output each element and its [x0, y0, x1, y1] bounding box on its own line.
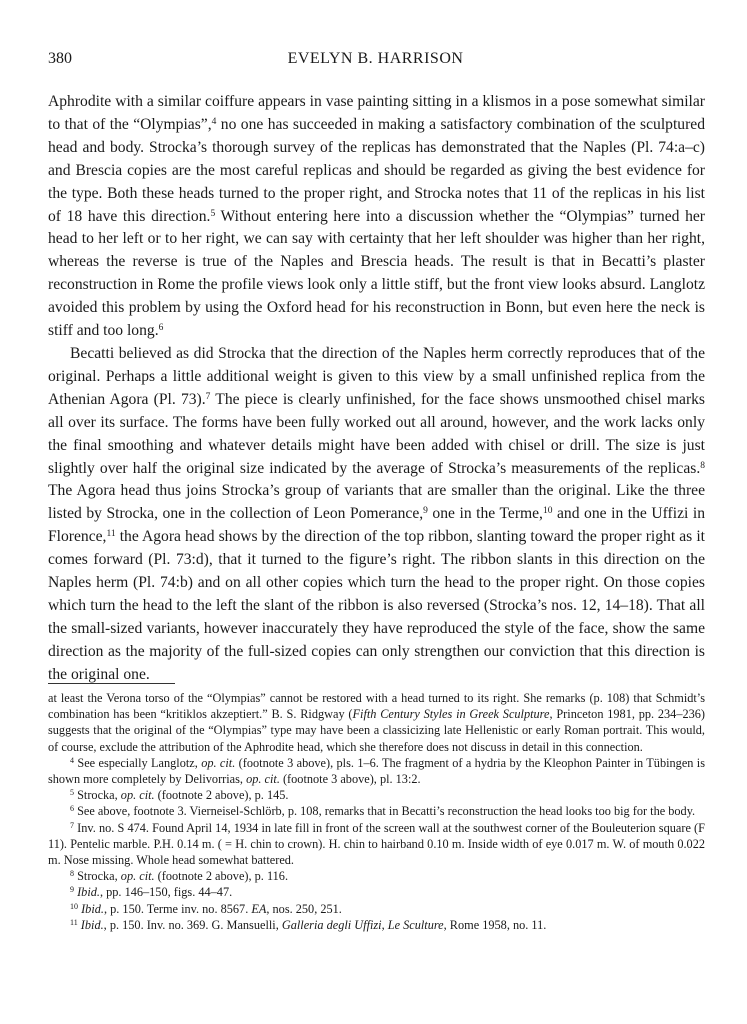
text-run: (footnote 3 above), pls. 1–6. The fragment of a hydria by the Kleophon Painter in Tübingen is shown more completely by Delivorrias,	[48, 755, 705, 787]
citation-abbrev: op. cit.	[246, 772, 280, 787]
page-header	[48, 50, 703, 72]
text-run: (footnote 3 above), pl. 13:2.	[279, 772, 421, 787]
footnote-ref-10[interactable]: 10	[542, 506, 553, 517]
footnote-number: 8	[70, 869, 74, 879]
text-run: , pp. 146–150, figs. 44–47.	[99, 885, 233, 900]
paragraph-2	[48, 343, 705, 687]
running-head: EVELYN B. HARRISON	[287, 50, 464, 67]
footnote-number: 5	[70, 788, 74, 798]
text-run: Becatti believed as did Strocka that the direction of the Naples herm correctly reproduces that of the original. Perhaps a little additional weight is given to this view by a small unfinished replica from the Athenian Agora (Pl. 73).	[48, 344, 705, 408]
footnote-number: 7	[70, 820, 74, 830]
text-run: The Agora head thus joins Strocka’s group of variants that are smaller than the original. Like the three listed by Strocka, one in the collection of Leon Pomerance,	[48, 482, 705, 523]
text-run: See especially Langlotz,	[74, 755, 202, 770]
footnotes	[48, 690, 705, 933]
page-number: 380	[48, 50, 72, 67]
text-run: Without entering here into a discussion whether the “Olympias” turned her head to her left or to her right, we can say with certainty that her left shoulder was higher than her right, whereas the reverse is true of the Naples and Brescia heads. The result is that in Becatti’s plaster reconstruction in Rome the profile views look only a little stiff, but the front view looks absurd. Langlotz avoided this problem by using the Oxford head for his reconstruction in Bonn, but even here the neck is stiff and too long.	[48, 207, 706, 340]
footnote-ref-6[interactable]: 6	[158, 323, 164, 334]
body-text	[48, 91, 705, 687]
footnote-5	[48, 787, 705, 803]
text-run: no one has succeeded in making a satisfactory combination of the sculptured head and body. Strocka’s thorough survey of the replicas has demonstrated that the Naples (Pl. 74:a–c) and Brescia copies are the most careful replicas and should be regarded as giving the best evidence for the type. Both these heads turned to the proper right, and Strocka notes that 11 of the replicas in his list of 18 have this direction.	[48, 115, 705, 225]
text-run: Inv. no. S 474. Found April 14, 1934 in late fill in front of the screen wall at the southwest corner of the Bouleuterion square (F 11). Pentelic marble. P.H. 0.14 m. ( = H. chin to crown). H. chin to hairband 0.10 m. Inside width of eye 0.017 m. W. of mouth 0.022 m. Nose missing. Whole head somewhat battered.	[48, 820, 705, 868]
footnote-ref-8[interactable]: 8	[700, 460, 705, 471]
text-run: , p. 150. Terme inv. no. 8567.	[103, 901, 252, 916]
footnote-number: 9	[70, 885, 74, 895]
footnote-continuation	[48, 690, 705, 755]
text-run: , p. 150. Inv. no. 369. G. Mansuelli,	[103, 917, 282, 932]
footnote-4	[48, 755, 705, 787]
book-title: Galleria degli Uffizi, Le Sculture	[281, 917, 444, 932]
text-run: Aphrodite with a similar coiffure appears in vase painting sitting in a klismos in a pose somewhat similar to that of the “Olympias”,	[48, 93, 705, 133]
footnote-ref-9[interactable]: 9	[423, 506, 428, 517]
text-run: , Princeton 1981, pp. 234–236) suggests that the original of the “Olympias” type may have been a classicizing late Hellenistic or early Roman portrait. This would, of course, exclude the attribution of the Aphrodite head, which she therefore does not discuss in detail in this connection.	[48, 707, 706, 754]
footnote-7	[48, 820, 705, 869]
footnote-number: 6	[70, 804, 74, 814]
footnote-8	[48, 868, 705, 884]
footnote-number: 10	[70, 901, 78, 911]
book-title: Fifth Century Styles in Greek Sculpture	[352, 707, 550, 722]
citation-abbrev: Ibid.	[80, 917, 104, 932]
citation-abbrev: Ibid.	[77, 885, 100, 900]
text-run: (footnote 2 above), p. 145.	[154, 788, 289, 803]
footnote-10	[48, 901, 705, 917]
footnote-6	[48, 803, 705, 819]
text-run: and one in the Uffizi in Florence,	[48, 505, 705, 546]
text-run: at least the Verona torso of the “Olympias” cannot be restored with a head turned to its right. She remarks (p. 108) that Schmidt’s combination has been “kritiklos akzeptiert.” B. S. Ridgway (	[48, 691, 705, 722]
text-run: Strocka,	[74, 788, 121, 803]
text-run: (footnote 2 above), p. 116.	[154, 869, 289, 884]
text-run: , Rome 1958, no. 11.	[443, 917, 547, 932]
text-run: See above, footnote 3. Vierneisel-Schlörb, p. 108, remarks that in Becatti’s reconstruction the head looks too big for the body.	[74, 804, 696, 819]
citation-abbrev: EA	[251, 901, 267, 916]
footnote-9	[48, 884, 705, 900]
citation-abbrev: op. cit.	[201, 755, 236, 770]
citation-abbrev: op. cit.	[120, 788, 155, 803]
footnote-ref-11[interactable]: 11	[106, 529, 116, 540]
footnote-ref-7[interactable]: 7	[205, 391, 211, 402]
text-run: Strocka,	[74, 869, 121, 884]
text-run: , nos. 250, 251.	[266, 901, 342, 916]
text-run: one in the Terme,	[427, 505, 543, 523]
footnote-divider	[48, 683, 175, 684]
citation-abbrev: op. cit.	[120, 869, 155, 884]
footnote-11	[48, 917, 705, 933]
citation-abbrev: Ibid.	[81, 901, 104, 916]
text-run: The piece is clearly unfinished, for the face shows unsmoothed chisel marks all over its surface. The forms have been fully worked out all around, however, and the work lacks only the final smoothing and whatever details might have been added with chisel or drill. The size is just slightly over half the original size indicated by the average of Strocka’s measurements of the replicas.	[48, 390, 705, 477]
footnote-number: 11	[70, 917, 78, 927]
footnote-ref-5[interactable]: 5	[210, 208, 216, 219]
footnote-number: 4	[70, 755, 74, 765]
text-run: the Agora head shows by the direction of the top ribbon, slanting toward the proper right as it comes forward (Pl. 73:d), that it turned to the figure’s right. The ribbon slants in this direction on the Naples herm (Pl. 74:b) and on all other copies which turn the head to the proper right. On those copies which turn the head to the left the slant of the ribbon is also reversed (Strocka’s nos. 12, 14–18). That all the small-sized variants, however inaccurately they have reproduced the style of the face, show the same direction as the majority of the full-sized copies can only strengthen our conviction that this direction is the original one.	[48, 528, 705, 683]
footnote-ref-4[interactable]: 4	[211, 116, 217, 127]
paragraph-1	[48, 91, 705, 343]
